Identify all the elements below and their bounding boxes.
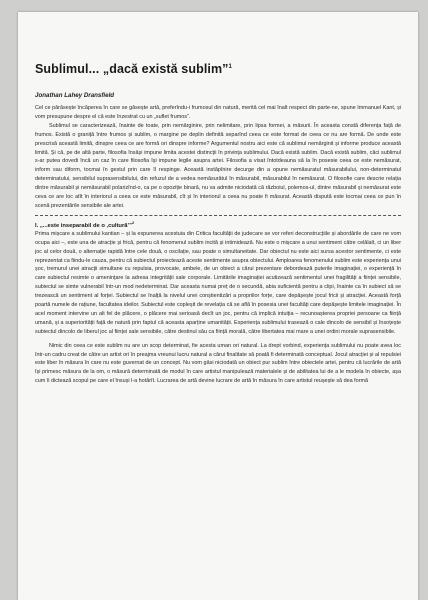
title-footnote-marker: 1 xyxy=(228,63,232,70)
section-footnote-marker: 2 xyxy=(131,219,135,225)
article-title-text: Sublimul... „dacă există sublim” xyxy=(35,62,229,76)
section-heading xyxy=(35,219,401,230)
intro-paragraph: Sublimul se caracterizează, înainte de toate, prin nemărginire, prin nelimitare, prin lipsa formei, a măsurii. În aceasta constă diferența față de frumos. Există o graniță între frumos și sublim, o margine pe deplin definită separînd ceea ce este format de ceea ce nu are formă. De unde este prescrisă această limită, dinspre ceea ce are formă ori dinspre informe? Argumentul nostru aici este că sublimul nemărginit și informe produce această limită. Și că, pe de altă parte, filosofia însăși impune limita acestei distincții în privința sublimului. Dacă există sublim. Dacă există sublim, căci sublimul s-ar putea dovedi încă un caz în care filosofia își impune legile asupra artei. Filosofia a visat întotdeauna să la în posesie ceea ce este nemăsurat, inform sau diform, tocmai în gestul prin care îl respinge. Această instăpînire decurge din a opune nemăsuratul măsurabilului, non-determinatul determinatului, sensibilul suprasensibilului, din refuzul de a vedea nemăsurătul în măsurabil, măsurabilul în nemăsurat. O filosofie care descrie relația dintre măsurabil și nemăsurabil polarizînd-o, ca pe o opoziție binară, nu va admite niciodată că războiul, polemos-ul, dintre măsurabil și nemăsurat este ceva ce are loc atît în interiorul a ceea ce este măsurabil, cît și în interiorul a ceea nu poate fi măsurat. Această dispută este tocmai ceea ce pun în scenă prezentările sensibile ale artei. xyxy=(35,122,401,209)
intro-paragraph: Cel ce părăsește încăperea în care se găsește artă, preferîndu-i frumosul din natură, merită cel mai înalt respect din parte-ne, spune Immanuel Kant, și vom presupune despre el că este înzestrat cu un „suflet frumos”. xyxy=(35,105,401,120)
article-title xyxy=(35,62,401,76)
page-content xyxy=(35,62,401,386)
section-heading-text: I. „...este inseparabil de o ‚cultură’” xyxy=(35,222,132,229)
author-name: Jonathan Lahey Dransfield xyxy=(35,92,115,99)
body-paragraph: Prima mișcare a sublimului kantian – și la expunerea acestuia din Critica facultății de judecare se vor referi deconstrucțiile și abordările de care ne vom ocupa aici –, este una de atracție și frică, pentru că fenomenul sublim incită și intimidează. Nu este o mișcare a unui sentiment către celălalt, ci un liber joc al celor două, o alternație rapidă între cele două, o oscilație, sau poate o simultaneitate. Dar obiectul nu este aici sursa acestor sentimente, ci este reprezentat ca fiindu-le cauza, pentru că subiectul proiectează aceste sentimente asupra obiectului. Amploarea fenomenului sublim este experiența unui șoc, tremurul unei atracții simultane cu repulsia, provocate, ambele, de un obiect a cărui prezentare debordează puterile imaginației, o experiență în care subiectul resimte o amenințare la adresa integrității sale corporale. Limitările imaginației acutizează sentimentul unei fragilități a ființei sensibile, subiectul se simte vulnerabil într-un mod nedeterminat. Dar aceasta numai preț de o secundă, abia suficientă pentru a clipi, înainte ca în subiect să se trezească un sentiment al forței. Subiectul se înalță la nivelul unei conștientizări a propriilor forțe, care depășește jocul fricii și atracției. Această forță poartă numele de rațiune, facultatea ideilor. Subiectul este copleșit de revelația că se află în posesia unei facultăți care depășește limitele imaginației. În acel moment intervine un alt fel de plăcere, o plăcere mai serioasă decît un joc, pentru că implică intuiția – recunoașterea propriei persoane ca ființă umană, și a superiorității față de natură prin faptul că aceasta aparține umanității. Experiența sublimului trasează o cale dincolo de sensibil și însoțește subiectul dincolo de liberul joc al ființei sale sensibile, către destinul său ca ființă morală, către libertatea mai mare a unei ordini morale suprasensibile. xyxy=(35,230,401,335)
book-page xyxy=(18,12,418,600)
section-divider xyxy=(35,215,401,216)
body-paragraph: Nimic din ceea ce este sublim nu are un scop determinat, fie acesta uman ori natural. La drept vorbind, experiența sublimului nu poate avea loc într-un cadru creat de către un artist ori în preajma vreunui lucru natural a cărui finalitate să poată fi determinată conceptual. Jocul atracției și al repulsiei este liber în măsura în care nu este guvernat de un concept. Nu vom găsi niciodată un obiect pur sublim între obiectele artei, pentru că lucrările de artă își primesc măsura de la om, o măsură determinată de modul în care artistul manipulează materialele și de abilitatea lui de a le modela în obiecte, așa cum îi dictează scopul pe care el însuși l-a hotărît. Lucrarea de artă devine lucrare de artă în măsura în care artistul reușește să dea formă xyxy=(35,342,401,385)
